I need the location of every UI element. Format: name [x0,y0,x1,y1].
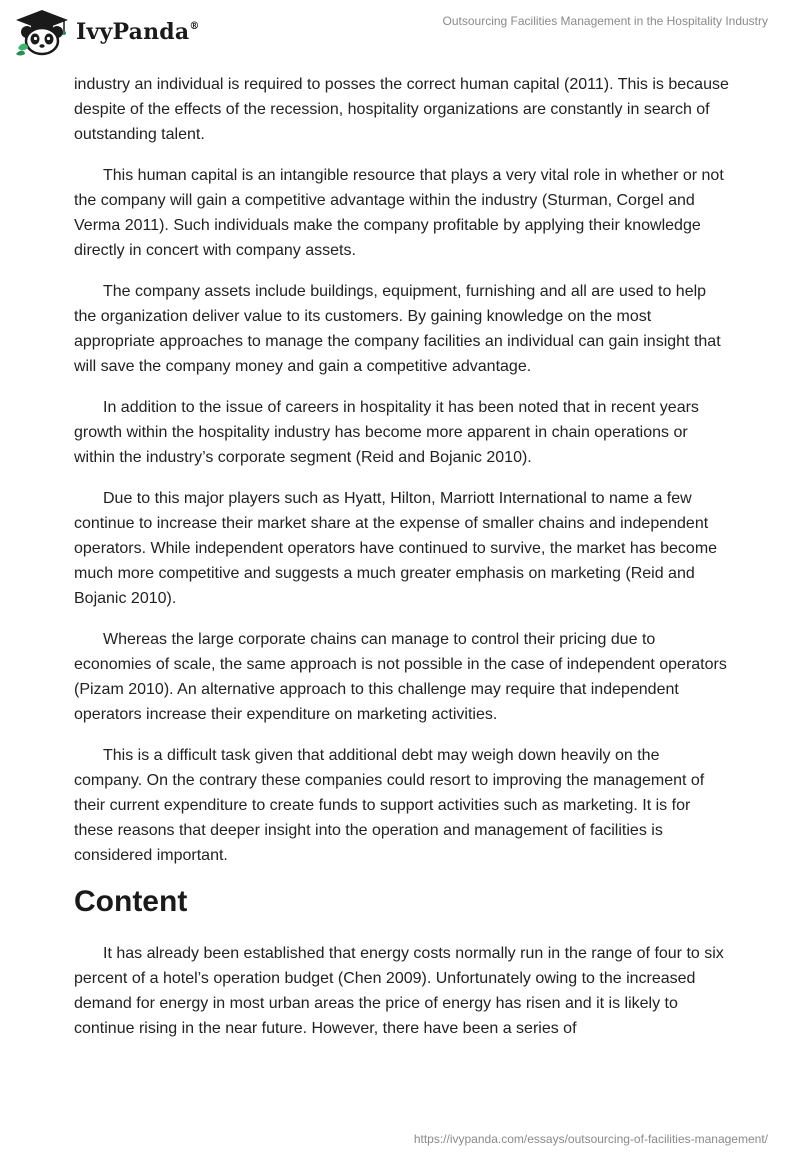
paragraph: This human capital is an intangible resource that plays a very vital role in whether or not the company will gain a competitive advantage within the industry (Sturman, Corgel and Verma 2011). Such individuals make the company profitable by applying their knowledge directly in concert with company assets. [74,167,724,259]
paragraph: industry an individual is required to posses the correct human capital (2011). This is because despite of the effects of the recession, hospitality organizations are constantly in search of outstanding talent. [74,76,729,143]
paragraph: In addition to the issue of careers in hospitality it has been noted that in recent years growth within the hospitality industry has become more apparent in chain operations or within the industry’s corporate segment (Reid and Bojanic 2010). [74,399,699,466]
paragraph: The company assets include buildings, equipment, furnishing and all are used to help the organization deliver value to its customers. By gaining knowledge on the most appropriate approaches to manage the company facilities an individual can gain insight that will save the company money and gain a competitive advantage. [74,283,721,375]
registered-mark: ® [189,20,200,32]
panda-graduate-icon [14,8,70,56]
page-header [0,0,800,70]
paragraph: This is a difficult task given that additional debt may weigh down heavily on the company. On the contrary these companies could resort to improving the management of their current expenditure to create funds to support activities such as marketing. It is for these reasons that deeper insight into the operation and management of facilities is considered important. [74,747,705,864]
logo-wordmark [76,19,200,45]
paragraph: Whereas the large corporate chains can manage to control their pricing due to economies of scale, the same approach is not possible in the case of independent operators (Pizam 2010). An alternative approach to this challenge may require that independent operators increase their expenditure on marketing activities. [74,631,727,723]
paragraph: It has already been established that energy costs normally run in the range of four to six percent of a hotel’s operation budget (Chen 2009). Unfortunately owing to the increased demand for energy in most urban areas the price of energy has risen and it is likely to continue rising in the near future. However, there have been a series of [74,945,724,1037]
logo-wordmark-text: IvyPanda [76,19,190,45]
ivypanda-logo[interactable] [14,8,200,56]
document-title: Outsourcing Facilities Management in the Hospitality Industry [442,14,768,28]
paragraph: Due to this major players such as Hyatt, Hilton, Marriott International to name a few continue to increase their market share at the expense of smaller chains and independent operators. While independent operators have continued to survive, the market has become much more competitive and suggests a much greater emphasis on marketing (Reid and Bojanic 2010). [74,490,718,607]
article-body [74,72,730,1057]
source-url[interactable]: https://ivypanda.com/essays/outsourcing-of-facilities-management/ [413,1132,768,1146]
section-heading: Content [74,885,188,918]
